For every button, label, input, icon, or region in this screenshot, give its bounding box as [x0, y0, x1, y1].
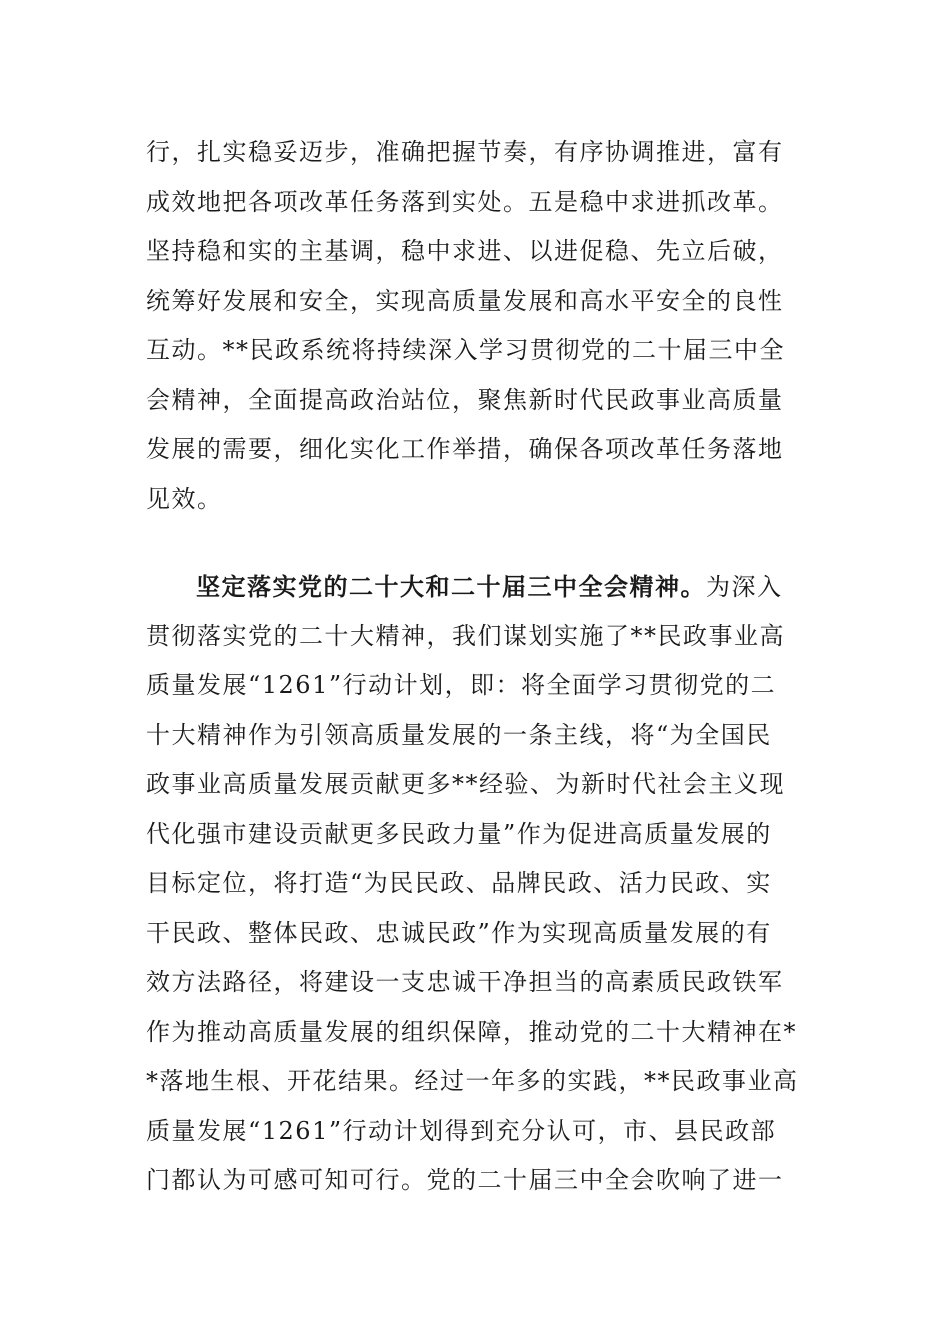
text-line: 质量发展“1261”行动计划，即：将全面学习贯彻党的二 [146, 671, 777, 699]
text-line: 质量发展“1261”行动计划得到充分认可，市、县民政部 [146, 1116, 777, 1145]
text-line: 门都认为可感可知可行。党的二十届三中全会吹响了进一 [146, 1166, 784, 1194]
text-line: *落地生根、开花结果。经过一年多的实践，**民政事业高 [146, 1067, 799, 1095]
paragraph-continuation [146, 128, 806, 524]
first-line [146, 562, 806, 612]
text-line: 十大精神作为引领高质量发展的一条主线，将“为全国民 [146, 720, 772, 749]
text-line: 行，扎实稳妥迈步，准确把握节奏，有序协调推进，富有 [146, 138, 784, 166]
text-line: 作为推动高质量发展的组织保障，推动党的二十大精神在* [146, 1017, 797, 1046]
text-line: 干民政、整体民政、忠诚民政”作为实现高质量发展的有 [146, 918, 772, 947]
text-line: 会精神，全面提高政治站位，聚焦新时代民政事业高质量 [146, 385, 784, 414]
text-line: 政事业高质量发展贡献更多**经验、为新时代社会主义现 [146, 770, 785, 798]
text-line: 效方法路径，将建设一支忠诚干净担当的高素质民政铁军 [146, 968, 784, 996]
text-line: 见效。 [146, 484, 223, 513]
text-line: 统筹好发展和安全，实现高质量发展和高水平安全的良性 [146, 286, 784, 315]
text-line: 成效地把各项改革任务落到实处。五是稳中求进抓改革。 [146, 187, 784, 216]
text-line: 代化强市建设贡献更多民政力量”作为促进高质量发展的 [146, 819, 772, 848]
text-line: 互动。**民政系统将持续深入学习贯彻党的二十届三中全 [146, 336, 785, 364]
text-line: 发展的需要，细化实化工作举措，确保各项改革任务落地 [146, 435, 784, 463]
paragraph-heading: 坚定落实党的二十大和二十届三中全会精神。 [196, 572, 706, 601]
text-line: 贯彻落实党的二十大精神，我们谋划实施了**民政事业高 [146, 621, 785, 650]
text-line: 坚持稳和实的主基调，稳中求进、以进促稳、先立后破， [146, 237, 784, 265]
heading-continuation: 为深入 [706, 573, 783, 601]
paragraph-implementation [146, 562, 806, 1206]
text-line: 目标定位，将打造“为民民政、品牌民政、活力民政、实 [146, 869, 772, 897]
